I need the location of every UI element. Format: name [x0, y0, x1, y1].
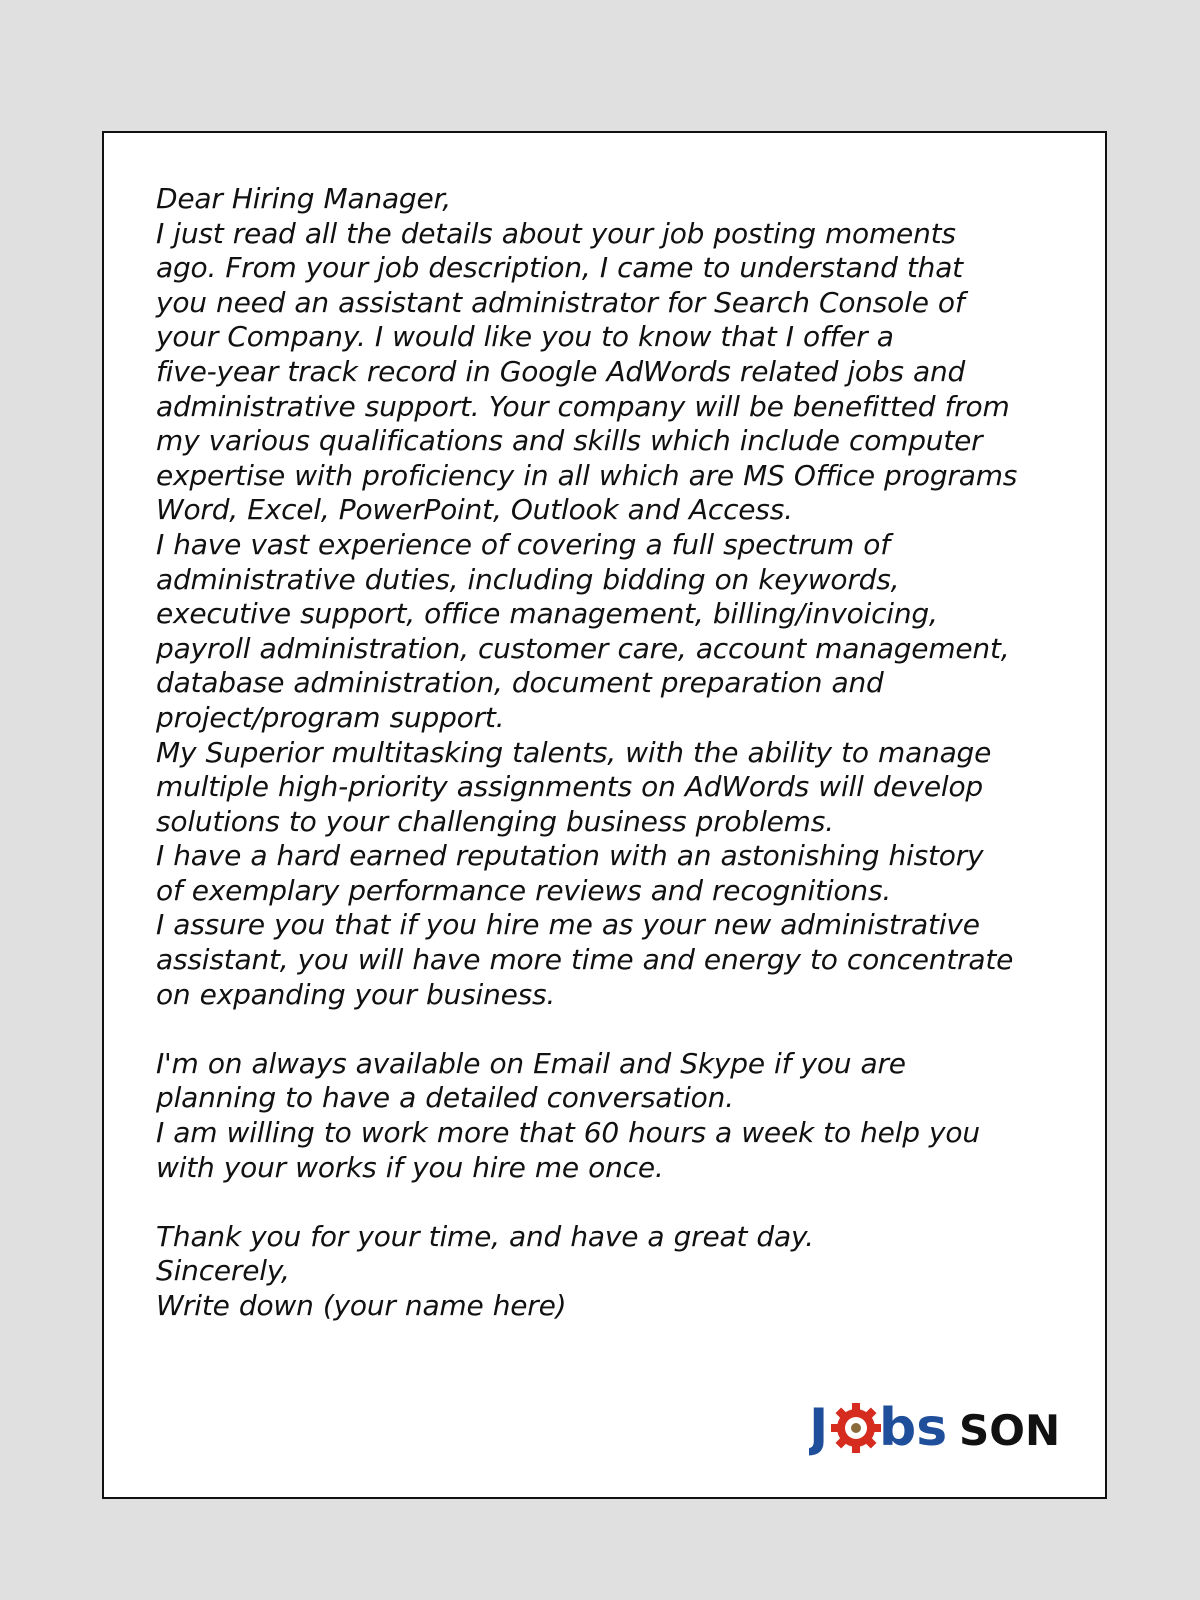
letter-line: Word, Excel, PowerPoint, Outlook and Access.: [156, 493, 793, 527]
logo-bs: bs: [879, 1398, 948, 1457]
logo-j: J: [809, 1398, 829, 1457]
letter-line: project/program support.: [156, 700, 505, 734]
letter-line: I just read all the details about your job posting moments: [156, 216, 956, 250]
letter-line: assistant, you will have more time and energy to concentrate: [156, 943, 1014, 977]
letter-line: Thank you for your time, and have a great day.: [156, 1219, 814, 1253]
letter-line: I'm on always available on Email and Skype if you are: [156, 1046, 906, 1080]
letter-line: on expanding your business.: [156, 977, 556, 1011]
letter-line: your Company. I would like you to know that I offer a: [156, 320, 894, 354]
gear-icon: [831, 1403, 881, 1453]
letter-line: ago. From your job description, I came to understand that: [156, 251, 963, 285]
letter-page: [102, 131, 1107, 1499]
cover-letter-body: [156, 182, 1096, 1324]
letter-line: solutions to your challenging business problems.: [156, 804, 834, 838]
letter-line: My Superior multitasking talents, with the ability to manage: [156, 735, 992, 769]
blank-line: [156, 1185, 1096, 1220]
letter-line: planning to have a detailed conversation.: [156, 1081, 734, 1115]
blank-line: [156, 1012, 1096, 1047]
logo-son: SON: [959, 1406, 1061, 1455]
letter-line: database administration, document preparation and: [156, 666, 884, 700]
jobsson-logo: [809, 1397, 1069, 1457]
letter-line: of exemplary performance reviews and recognitions.: [156, 873, 892, 907]
letter-line: Write down (your name here): [156, 1289, 567, 1322]
letter-line: Sincerely,: [156, 1254, 290, 1288]
letter-line: administrative support. Your company will be benefitted from: [156, 389, 1010, 423]
letter-line: I am willing to work more that 60 hours a week to help you: [156, 1116, 980, 1150]
letter-line: Dear Hiring Manager,: [156, 182, 451, 215]
letter-line: you need an assistant administrator for Search Console of: [156, 285, 965, 319]
letter-line: I have a hard earned reputation with an astonishing history: [156, 839, 984, 873]
letter-line: executive support, office management, billing/invoicing,: [156, 597, 938, 631]
letter-line: payroll administration, customer care, account management,: [156, 631, 1010, 665]
letter-line: administrative duties, including bidding on keywords,: [156, 562, 900, 596]
letter-line: I have vast experience of covering a full spectrum of: [156, 527, 890, 561]
letter-line: my various qualifications and skills which include computer: [156, 424, 983, 458]
letter-line: with your works if you hire me once.: [156, 1150, 664, 1184]
letter-line: I assure you that if you hire me as your new administrative: [156, 908, 980, 942]
letter-line: five-year track record in Google AdWords related jobs and: [156, 354, 966, 388]
letter-line: expertise with proficiency in all which are MS Office programs: [156, 458, 1018, 492]
letter-line: multiple high-priority assignments on AdWords will develop: [156, 770, 983, 804]
